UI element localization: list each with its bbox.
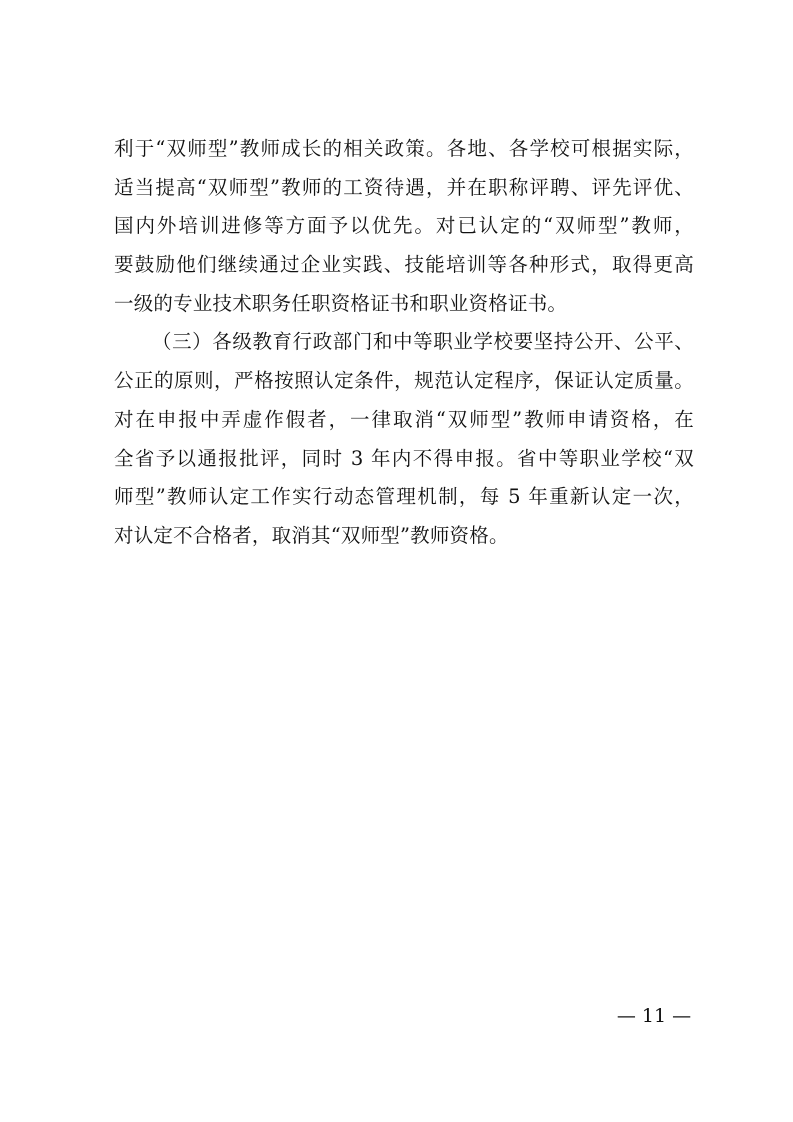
body-text bbox=[114, 130, 694, 556]
paragraph-section-three bbox=[114, 323, 694, 555]
text-line: 国内外培训进修等方面予以优先。对已认定的“双师型”教师， bbox=[114, 214, 694, 238]
text-line: 对认定不合格者，取消其“双师型”教师资格。 bbox=[114, 523, 509, 547]
text-line: 一级的专业技术职务任职资格证书和职业资格证书。 bbox=[114, 291, 568, 315]
page-number: — 11 — bbox=[616, 1005, 692, 1027]
text-line: （三）各级教育行政部门和中等职业学校要坚持公开、公平、 bbox=[152, 330, 694, 354]
text-line: 利于“双师型”教师成长的相关政策。各地、各学校可根据实际， bbox=[114, 137, 694, 160]
text-line: 要鼓励他们继续通过企业实践、技能培训等各种形式，取得更高 bbox=[114, 253, 694, 277]
paragraph-policy-continuation bbox=[114, 130, 694, 323]
text-line: 适当提高“双师型”教师的工资待遇，并在职称评聘、评先评优、 bbox=[114, 175, 694, 199]
text-line: 师型”教师认定工作实行动态管理机制，每 5 年重新认定一次， bbox=[114, 485, 694, 509]
text-line: 全省予以通报批评，同时 3 年内不得申报。省中等职业学校“双 bbox=[114, 446, 694, 470]
text-line: 公正的原则，严格按照认定条件，规范认定程序，保证认定质量。 bbox=[114, 369, 694, 393]
text-line: 对在申报中弄虚作假者，一律取消“双师型”教师申请资格，在 bbox=[114, 407, 694, 431]
